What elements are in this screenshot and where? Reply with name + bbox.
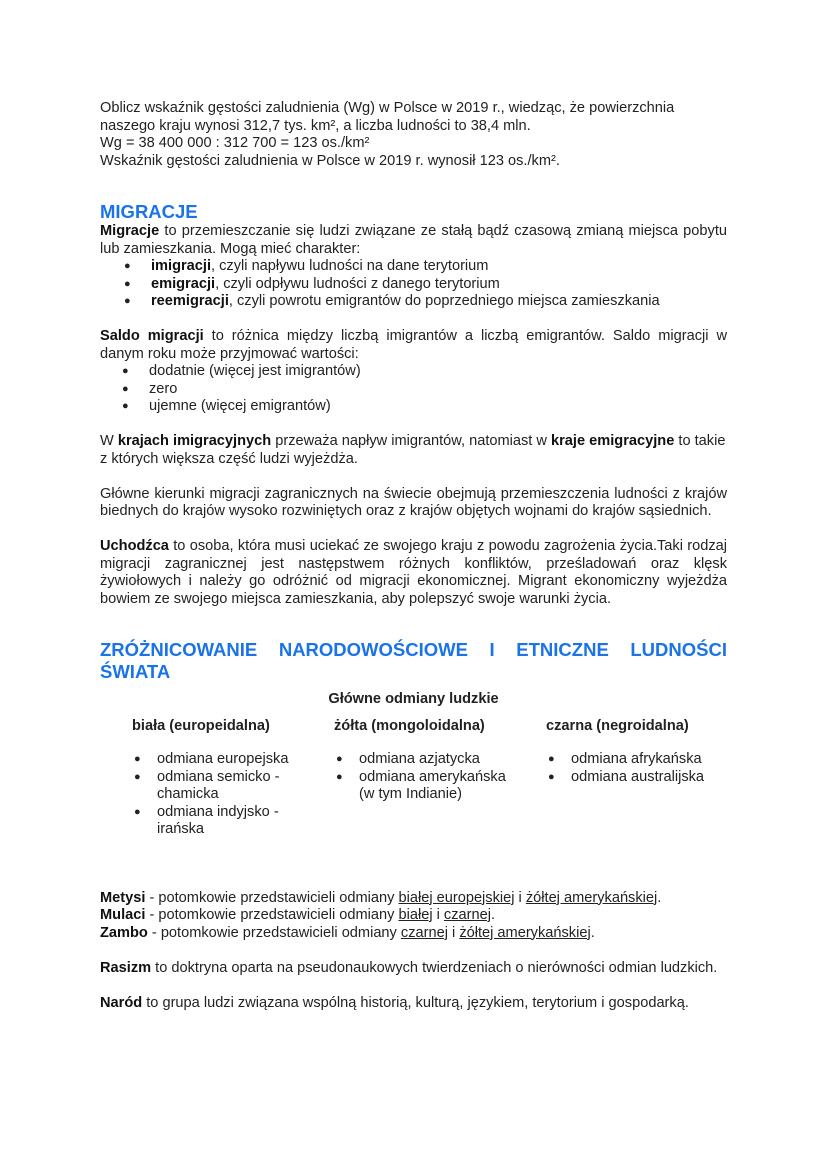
list-item: ● odmiana amerykańska (w tym Indianie) <box>334 769 509 804</box>
kraje-paragraph: W krajach imigracyjnych przeważa napływ imigrantów, natomiast w kraje emigracyjne to takie z których większa część ludzi wyjeżdża. <box>100 433 726 467</box>
migration-types-list <box>100 258 727 311</box>
saldo-definition: Saldo migracji to różnica między liczbą imigrantów a liczbą emigrantów. Saldo migracji w danym roku może przyjmować wartości: <box>100 328 727 362</box>
heading-migracje: MIGRACJE <box>100 201 198 222</box>
races-table <box>100 718 727 878</box>
uchodzca-paragraph: Uchodźca to osoba, która musi uciekać ze swojego kraju z powodu zagrożenia życia.Taki rodzaj migracji zagranicznej jest następstwem różnych konfliktów, prześladowań oraz klęsk żywiołowych i należy go odróżnić od migracji ekonomicznej. Migrant ekonomiczny wyjeżdża bowiem ze swojego miejsca zamieszkania, aby polepszyć swoje warunki życia. <box>100 538 727 607</box>
list-item: ● odmiana semicko - chamicka <box>132 769 312 804</box>
list-item: ● reemigracji, czyli powrotu emigrantów do poprzedniego miejsca zamieszkania <box>100 293 727 311</box>
race-column-white <box>132 718 312 839</box>
list-item: ● odmiana afrykańska <box>546 751 726 769</box>
intro-line-1: Oblicz wskaźnik gęstości zaludnienia (Wg) w Polsce w 2019 r., wiedząc, że powierzchnia <box>100 100 675 116</box>
heading-zroznicowanie-line2: ŚWIATA <box>100 661 171 682</box>
migracje-definition: Migracje to przemieszczanie się ludzi związane ze stałą bądź czasową zmianą miejsca pobytu lub zamieszkania. Mogą mieć charakter: <box>100 223 727 257</box>
list-item: ● emigracji, czyli odpływu ludności z danego terytorium <box>100 276 727 294</box>
list-item: ● odmiana indyjsko - irańska <box>132 804 312 839</box>
intro-line-3: Wg = 38 400 000 : 312 700 = 123 os./km² <box>100 135 370 151</box>
heading-zroznicowanie: ZRÓŻNICOWANIE NARODOWOŚCIOWE I ETNICZNE LUDNOŚCI <box>100 639 727 660</box>
race-column-header: czarna (negroidalna) <box>546 717 689 734</box>
zambo-line: Zambo - potomkowie przedstawicieli odmiany czarnej i żółtej amerykańskiej. <box>100 924 595 941</box>
race-column-header: żółta (mongoloidalna) <box>334 717 485 734</box>
term-migracje: Migracje <box>100 223 160 239</box>
race-column-black <box>546 718 726 787</box>
race-column-yellow <box>334 718 509 804</box>
list-item: ● odmiana europejska <box>132 751 312 769</box>
races-table-title: Główne odmiany ludzkie <box>328 691 499 707</box>
metysi-line: Metysi - potomkowie przedstawicieli odmiany białej europejskiej i żółtej amerykańskiej. <box>100 889 662 906</box>
list-item: ● odmiana azjatycka <box>334 751 509 769</box>
intro-line-2: naszego kraju wynosi 312,7 tys. km², a liczba ludności to 38,4 mln. <box>100 117 531 134</box>
narod-paragraph: Naród to grupa ludzi związana wspólną historią, kulturą, językiem, terytorium i gospodarką. <box>100 994 689 1011</box>
list-item: ● ujemne (więcej emigrantów) <box>98 398 727 416</box>
list-item: ● dodatnie (więcej jest imigrantów) <box>98 363 727 381</box>
list-item: ● odmiana australijska <box>546 769 726 787</box>
rasizm-paragraph: Rasizm to doktryna oparta na pseudonaukowych twierdzeniach o nierówności odmian ludzkich. <box>100 959 718 976</box>
list-item: ● zero <box>98 381 727 399</box>
list-item: ● imigracji, czyli napływu ludności na dane terytorium <box>100 258 727 276</box>
kierunki-paragraph: Główne kierunki migracji zagranicznych na świecie obejmują przemieszczenia ludności z krajów biednych do krajów wysoko rozwiniętych oraz z krajów objętych wojnami do krajów sąsiednich. <box>100 485 727 519</box>
mulaci-line: Mulaci - potomkowie przedstawicieli odmiany białej i czarnej. <box>100 907 496 923</box>
race-column-header: biała (europeidalna) <box>132 717 270 734</box>
document-page <box>100 100 727 1012</box>
saldo-values-list <box>98 363 727 416</box>
intro-line-4: Wskaźnik gęstości zaludnienia w Polsce w 2019 r. wynosił 123 os./km². <box>100 152 560 169</box>
